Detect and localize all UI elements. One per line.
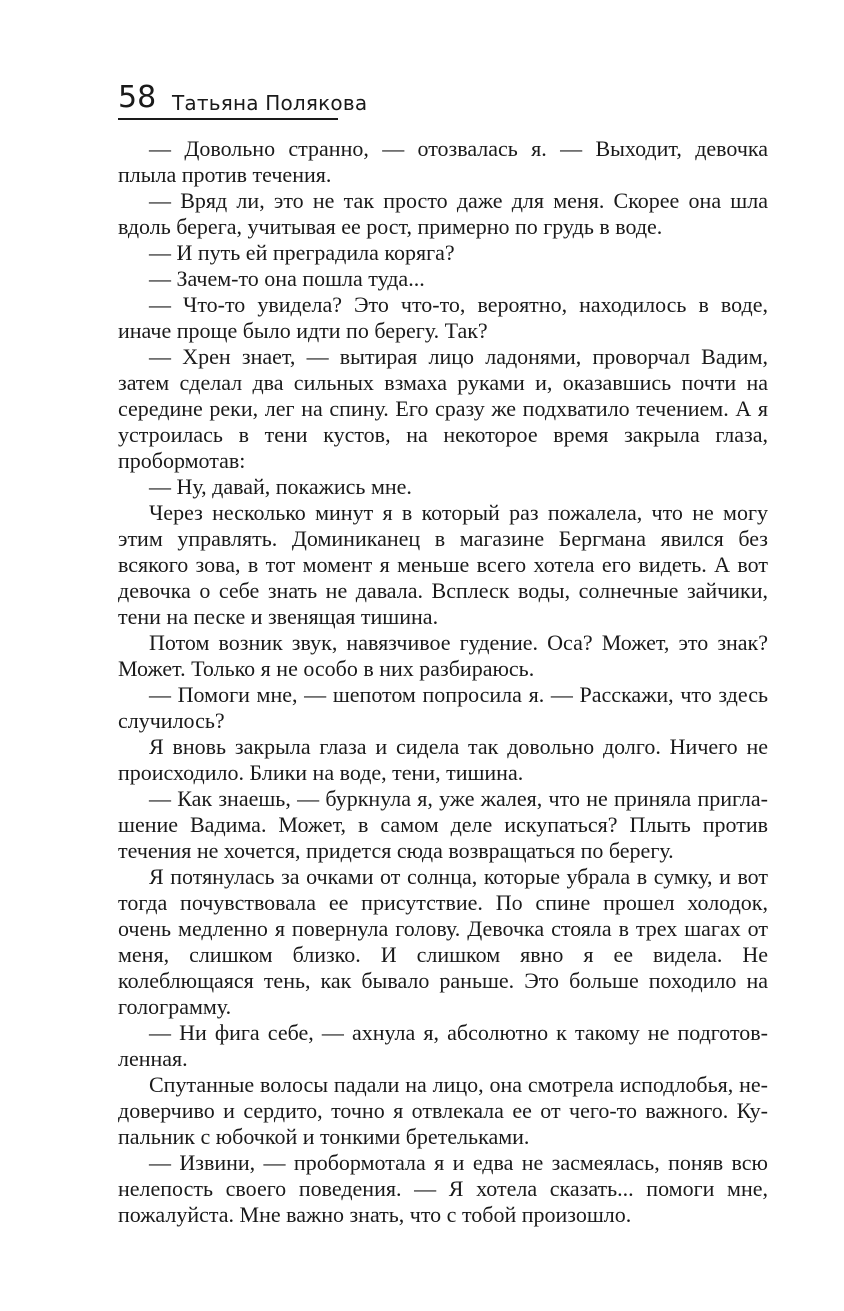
paragraph: Я вновь закрыла глаза и сидела так довольно долго. Ничего не происходило. Блики на воде, тени, тишина.: [118, 734, 768, 785]
paragraph: — Вряд ли, это не так просто даже для меня. Скорее она шла вдоль берега, учитывая ее рост, примерно по грудь в воде.: [118, 188, 768, 239]
paragraph: — И путь ей преградила коряга?: [149, 240, 455, 265]
paragraph: — Ну, давай, покажись мне.: [149, 474, 412, 499]
paragraph: Через несколько минут я в который раз пожалела, что не могу этим управлять. Доминиканец в магазине Бергмана явился без всякого зова, в тот момент я меньше всего хотела его видеть. А вот девочка о себе знать не давала. Всплеск воды, солнечные зайчики, тени на песке и звенящая тишина.: [118, 500, 768, 629]
paragraph: Я потянулась за очками от солнца, которые убрала в сумку, и вот тогда почувствовала ее присутствие. По спине прошел холодок, очень медленно я повернула голову. Девочка стояла в трех шагах от меня, слишком близко. И слишком явно я ее видела. Не колеблющаяся тень, как бывало раньше. Это больше походило на голограмму.: [118, 864, 768, 1019]
paragraph: Потом возник звук, навязчивое гудение. Оса? Может, это знак? Может. Только я не особо в них разбираюсь.: [118, 630, 768, 681]
page-number: 58: [118, 80, 157, 115]
paragraph: — Как знаешь, — буркнула я, уже жалея, что не приняла приглашение Вадима. Может, в самом деле искупаться? Плыть против течения не хочется, придется сюда возвращаться по берегу.: [118, 786, 768, 863]
text-body: [118, 136, 768, 1228]
running-header: [118, 80, 368, 120]
paragraph: Спутанные волосы падали на лицо, она смотрела исподлобья, недоверчиво и сердито, точно я отвлекала ее от чего-то важного. Купальник с юбочкой и тонкими бретельками.: [118, 1072, 768, 1149]
paragraph: — Что-то увидела? Это что-то, вероятно, находилось в воде, иначе проще было идти по берегу. Так?: [118, 292, 768, 343]
paragraph: — Хрен знает, — вытирая лицо ладонями, проворчал Вадим, затем сделал два сильных взмаха руками и, оказавшись почти на середине реки, лег на спину. Его сразу же подхватило течением. А я устроилась в тени кустов, на некоторое время закрыла глаза, пробормотав:: [118, 344, 768, 473]
author-name: Татьяна Полякова: [172, 91, 368, 115]
paragraph: — Довольно странно, — отозвалась я. — Выходит, девочка плыла против течения.: [118, 136, 768, 187]
paragraph: — Ни фига себе, — ахнула я, абсолютно к такому не подготовленная.: [118, 1020, 768, 1071]
paragraph: — Извини, — пробормотала я и едва не засмеялась, поняв всю нелепость своего поведения. — Я хотела сказать... помоги мне, пожалуйста. Мне важно знать, что с тобой произошло.: [118, 1150, 768, 1227]
paragraph: — Зачем-то она пошла туда...: [149, 266, 425, 291]
paragraph: — Помоги мне, — шепотом попросила я. — Расскажи, что здесь случилось?: [118, 682, 768, 733]
